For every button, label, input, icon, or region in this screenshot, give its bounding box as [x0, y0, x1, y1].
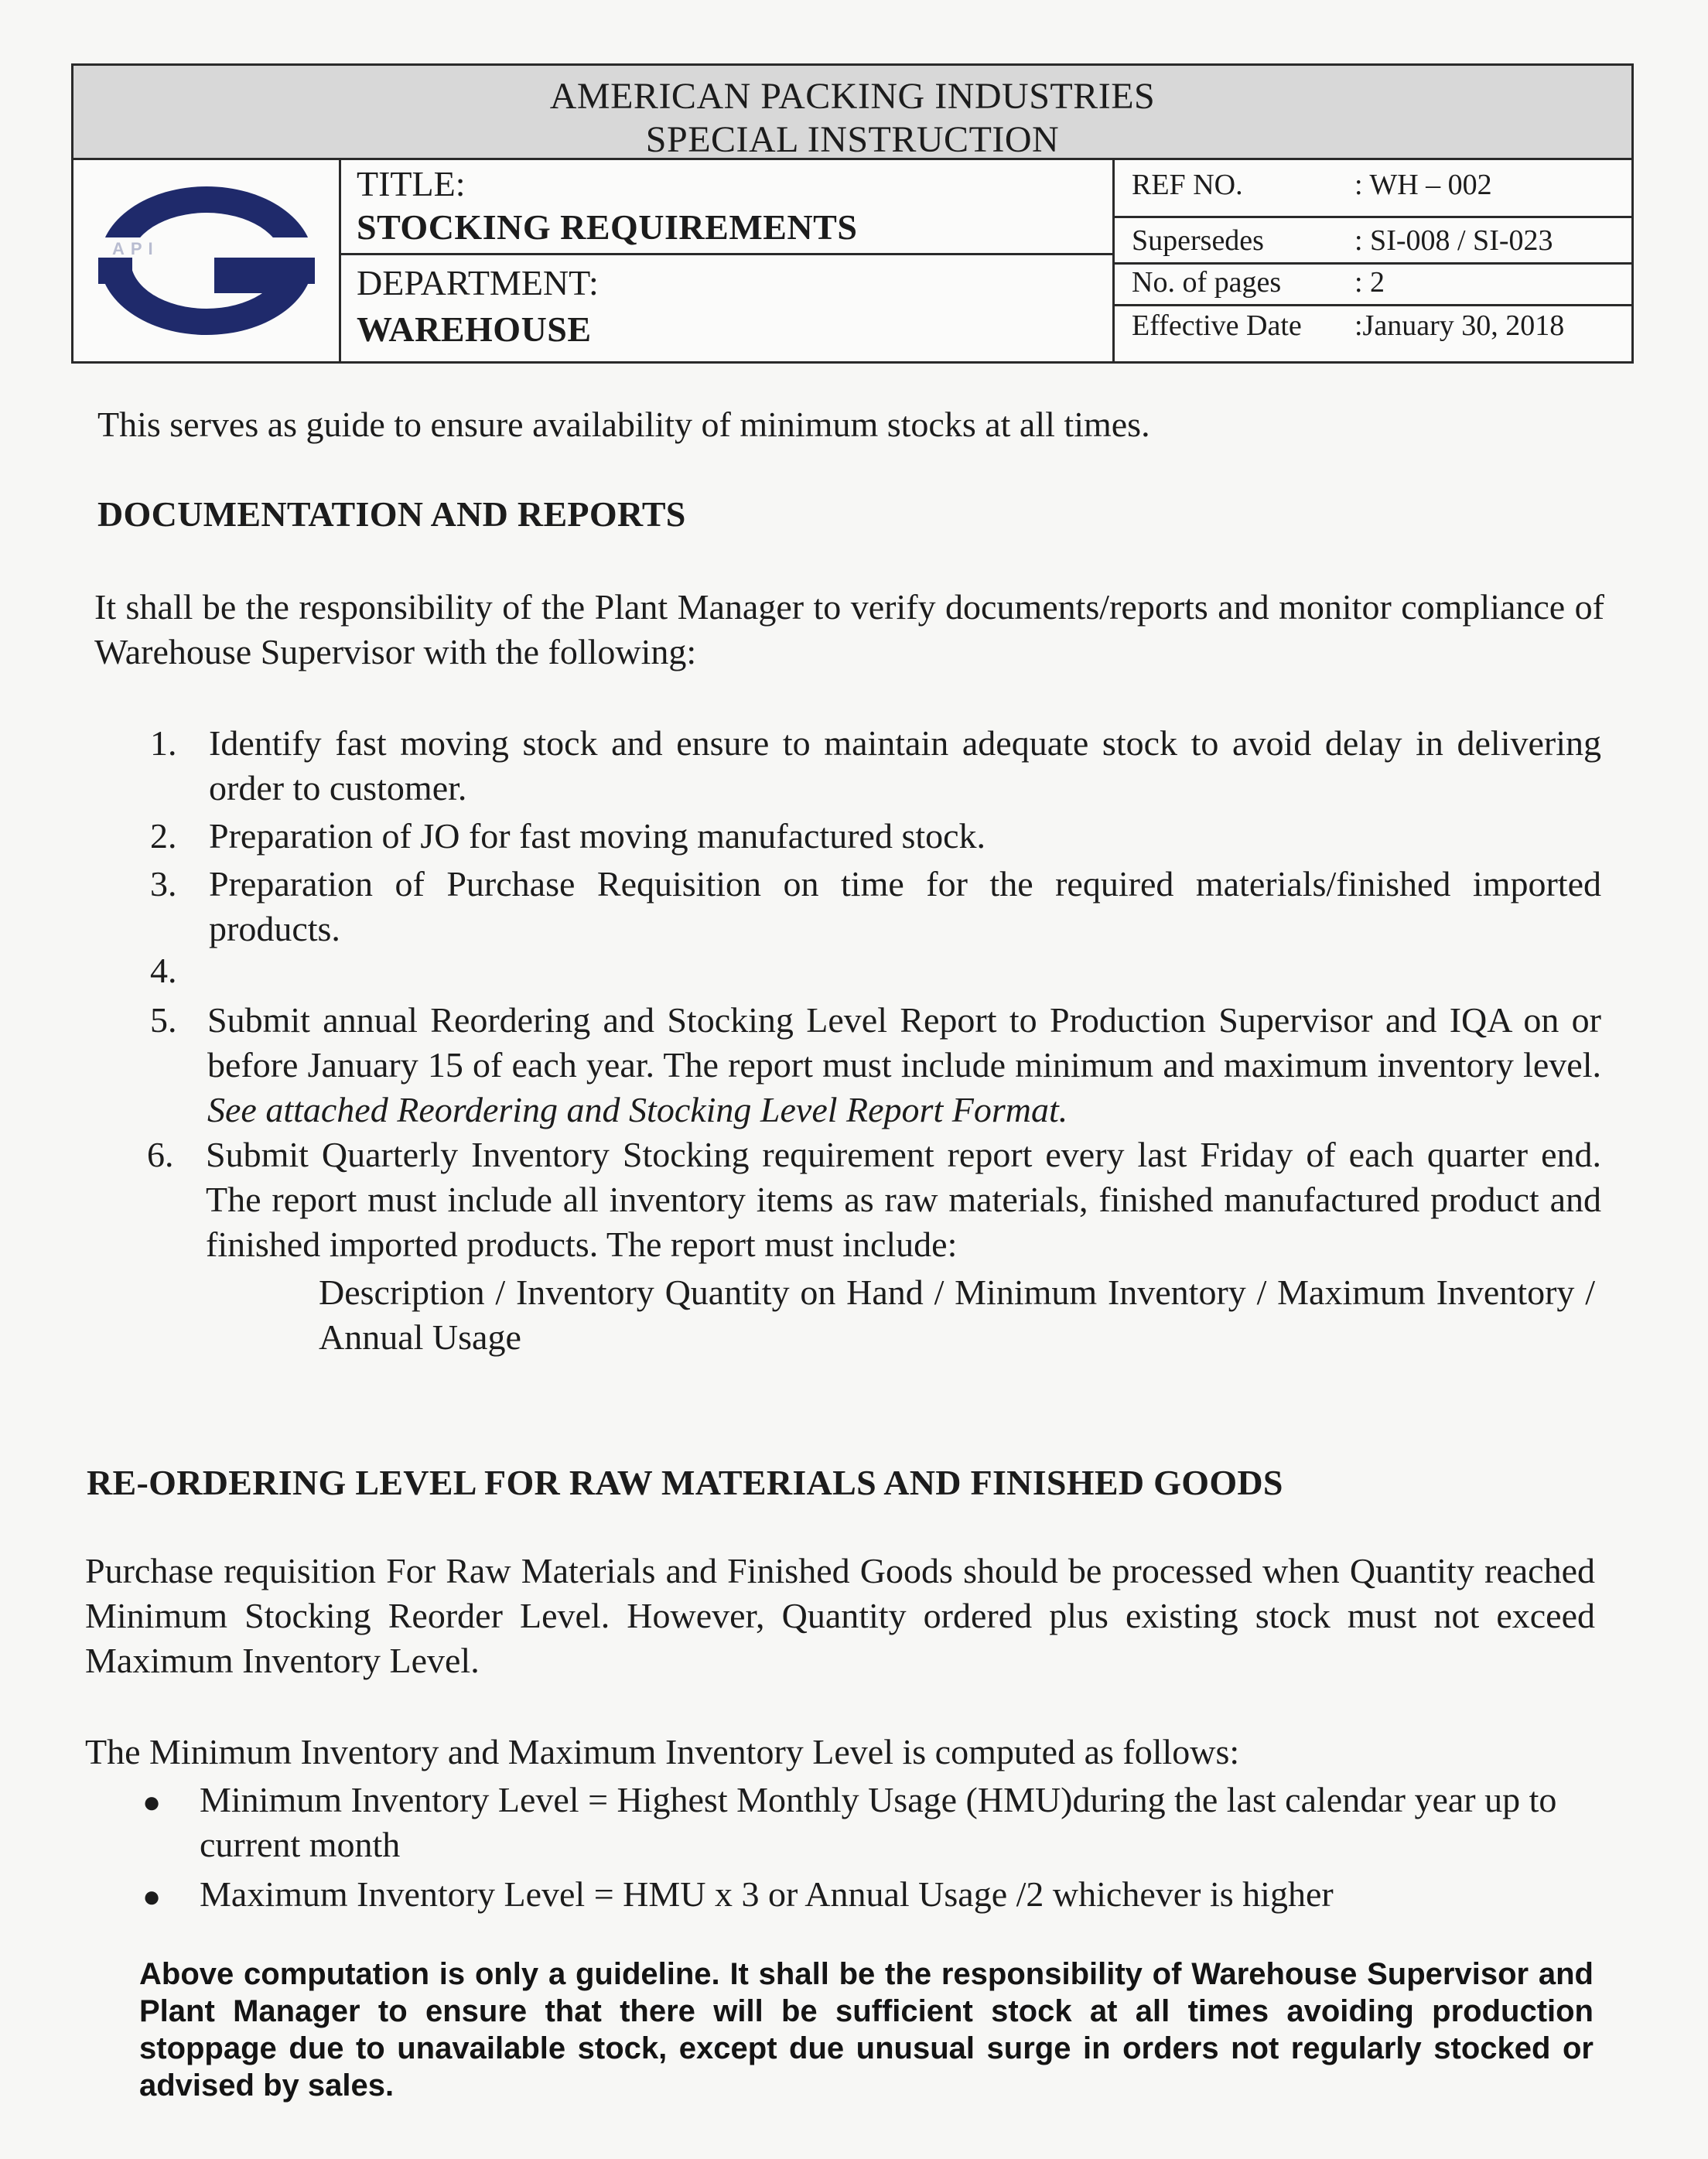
company-name: AMERICAN PACKING INDUSTRIES	[549, 76, 1156, 117]
list-item: Identify fast moving stock and ensure to maintain adequate stock to avoid delay in delivering order to customer.	[209, 723, 1601, 808]
document-header	[71, 63, 1634, 364]
title-label: TITLE:	[357, 164, 466, 203]
list-item: Preparation of JO for fast moving manufactured stock.	[209, 816, 986, 856]
list-number: 5.	[150, 1000, 177, 1040]
guideline-note: Above computation is only a guideline. It shall be the responsibility of Warehouse Supervisor and Plant Manager to ensure that there will be sufficient stock at all times avoiding production stoppage due to unavailable stock, except due unusual surge in orders not regularly stocked or advised by sales.	[139, 1957, 1594, 2103]
list-number: 4.	[150, 951, 177, 990]
list-number: 6.	[147, 1135, 174, 1174]
list-number: 1.	[150, 723, 177, 763]
logo-lettering: API	[112, 239, 159, 258]
document-kind: SPECIAL INSTRUCTION	[645, 119, 1060, 160]
list-item-italic-note: See attached Reordering and Stocking Level Report Format.	[207, 1090, 1068, 1129]
report-fields: Description / Inventory Quantity on Hand / Minimum Inventory / Maximum Inventory / Annual Usage	[319, 1273, 1595, 1357]
section1-paragraph: It shall be the responsibility of the Plant Manager to verify documents/reports and monitor compliance of Warehouse Supervisor with the following:	[94, 587, 1604, 671]
list-item	[207, 998, 1601, 1132]
ref-key: No. of pages	[1132, 266, 1282, 299]
list-number: 3.	[150, 864, 177, 904]
section2-paragraph-1: Purchase requisition For Raw Materials and Finished Goods should be processed when Quantity reached Minimum Stocking Reorder Level. However, Quantity ordered plus existing stock must not exceed Maximum Inventory Level.	[85, 1551, 1595, 1680]
reference-cell	[1115, 160, 1631, 361]
ref-value: :January 30, 2018	[1354, 309, 1565, 342]
list-item: Preparation of Purchase Requisition on time for the required materials/finished imported products.	[209, 864, 1601, 948]
ref-key: Effective Date	[1132, 309, 1302, 342]
section2-paragraph-2: The Minimum Inventory and Maximum Inventory Level is computed as follows:	[85, 1732, 1240, 1771]
ref-key: REF NO.	[1132, 169, 1243, 201]
list-number: 2.	[150, 816, 177, 856]
ref-value: : 2	[1354, 266, 1385, 299]
department-value: WAREHOUSE	[357, 309, 592, 349]
ref-value: : WH – 002	[1354, 169, 1492, 201]
bullet-item: Maximum Inventory Level = HMU x 3 or Annual Usage /2 whichever is higher	[200, 1874, 1334, 1914]
ref-key: Supersedes	[1132, 224, 1264, 257]
section-heading-documentation: DOCUMENTATION AND REPORTS	[97, 494, 686, 534]
bullet-dot-icon: ●	[142, 1879, 162, 1914]
logo-cell	[73, 160, 341, 361]
section-heading-reordering: RE-ORDERING LEVEL FOR RAW MATERIALS AND FINISHED GOODS	[87, 1463, 1283, 1502]
title-cell	[341, 160, 1115, 361]
list-item: Submit Quarterly Inventory Stocking requirement report every last Friday of each quarter end. The report must include all inventory items as raw materials, finished manufactured product and finished imported products. The report must include:	[206, 1135, 1601, 1264]
header-banner	[73, 66, 1631, 160]
department-label: DEPARTMENT:	[357, 263, 599, 302]
intro-text: This serves as guide to ensure availability of minimum stocks at all times.	[97, 405, 1150, 444]
bullet-item: Minimum Inventory Level = Highest Monthly Usage (HMU)during the last calendar year up to current month	[200, 1780, 1557, 1864]
title-value: STOCKING REQUIREMENTS	[357, 207, 858, 247]
bullet-dot-icon: ●	[142, 1785, 162, 1819]
company-logo	[98, 183, 315, 338]
ref-value: : SI-008 / SI-023	[1354, 224, 1553, 257]
list-item-text: Submit annual Reordering and Stocking Level Report to Production Supervisor and IQA on or before January 15 of each year. The report must include minimum and maximum inventory level.	[207, 1000, 1601, 1085]
